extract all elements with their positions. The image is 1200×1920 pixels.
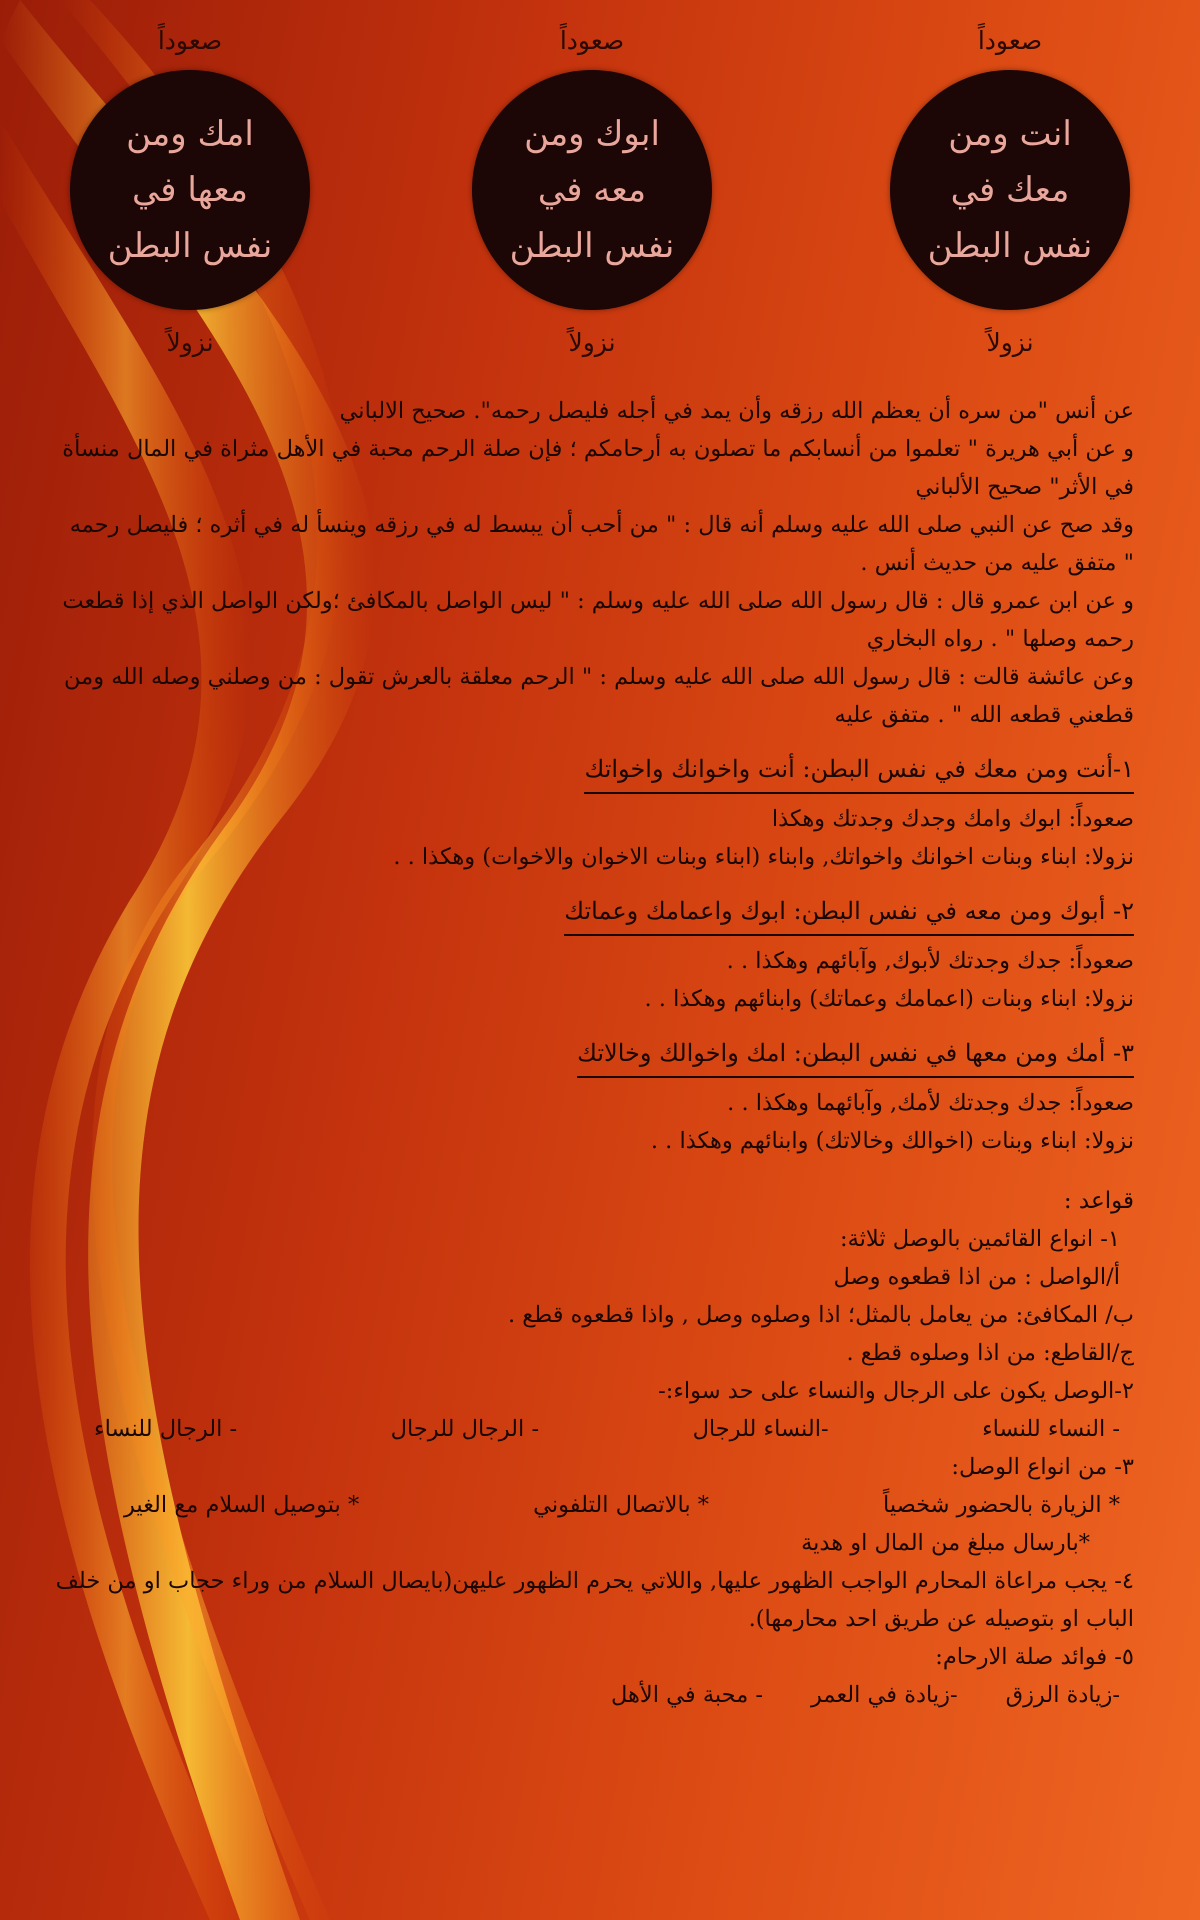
section-down: نزولا: ابناء وبنات اخوانك واخواتك, وابناء (ابناء وبنات الاخوان والاخوات) وهكذا . . bbox=[393, 844, 1134, 870]
circle-badge bbox=[70, 70, 310, 310]
circle-text: ابوك ومن معه في نفس البطن bbox=[509, 114, 675, 266]
rule-3-extra: *بارسال مبلغ من المال او هدية bbox=[801, 1530, 1090, 1556]
section-title: ١-أنت ومن معك في نفس البطن: أنت واخوانك واخواتك bbox=[584, 750, 1134, 794]
rule-2-item: - الرجال للرجال bbox=[390, 1416, 540, 1442]
circle-you bbox=[880, 22, 1140, 362]
section-mother bbox=[54, 1034, 1134, 1160]
circle-badge bbox=[890, 70, 1130, 310]
rule-2-item: - النساء للنساء bbox=[982, 1416, 1120, 1442]
rule-2-items bbox=[54, 1410, 1134, 1448]
rule-1-title: ١- انواع القائمين بالوصل ثلاثة: bbox=[840, 1226, 1120, 1252]
circle-father bbox=[462, 22, 722, 362]
section-siblings bbox=[54, 750, 1134, 876]
section-up: صعوداً: ابوك وامك وجدك وجدتك وهكذا bbox=[771, 806, 1134, 832]
rules-heading: قواعد : bbox=[1063, 1188, 1134, 1214]
circle-mother bbox=[60, 22, 320, 362]
rule-5-item: -زيادة في العمر bbox=[811, 1682, 958, 1708]
main-content bbox=[54, 392, 1134, 1714]
rule-2-title: ٢-الوصل يكون على الرجال والنساء على حد سواء:- bbox=[658, 1378, 1134, 1404]
rule-4: ٤- يجب مراعاة المحارم الواجب الظهور عليها, واللاتي يحرم الظهور عليهن(بايصال السلام من وراء حجاب او من خلف الباب او بتوصيله عن طريق احد محارمها). bbox=[55, 1568, 1134, 1632]
rule-3-item: * بالاتصال التلفوني bbox=[533, 1492, 710, 1518]
rule-1-c: ج/القاطع: من اذا وصلوه قطع . bbox=[846, 1340, 1134, 1366]
up-label: صعوداً bbox=[559, 26, 625, 55]
rule-5-items bbox=[54, 1676, 1134, 1714]
section-up: صعوداً: جدك وجدتك لأبوك, وآبائهم وهكذا . . bbox=[726, 948, 1134, 974]
section-up: صعوداً: جدك وجدتك لأمك, وآبائهما وهكذا . . bbox=[727, 1090, 1134, 1116]
rule-5-item: -زيادة الرزق bbox=[1005, 1682, 1120, 1708]
hadith-item: و عن أبي هريرة " تعلموا من أنسابكم ما تصلون به أرحامكم ؛ فإن صلة الرحم محبة في الأهل مثراة في المال منسأة في الأثر" صحيح الألباني bbox=[62, 436, 1134, 500]
circle-text: امك ومن معها في نفس البطن bbox=[107, 114, 273, 266]
hadith-item: وعن عائشة قالت : قال رسول الله صلى الله عليه وسلم : " الرحم معلقة بالعرش تقول : من وصلني وصله الله ومن قطعني قطعه الله " . متفق عليه bbox=[64, 664, 1134, 728]
rule-2-item: - الرجال للنساء bbox=[94, 1416, 238, 1442]
rule-1-a: أ/الواصل : من اذا قطعوه وصل bbox=[833, 1264, 1120, 1290]
rule-5-item: - محبة في الأهل bbox=[611, 1682, 764, 1708]
up-label: صعوداً bbox=[977, 26, 1043, 55]
rule-3-title: ٣- من انواع الوصل: bbox=[951, 1454, 1134, 1480]
section-title: ٢- أبوك ومن معه في نفس البطن: ابوك واعمامك وعماتك bbox=[564, 892, 1134, 936]
section-title: ٣- أمك ومن معها في نفس البطن: امك واخوالك وخالاتك bbox=[577, 1034, 1134, 1078]
section-down: نزولا: ابناء وبنات (اخوالك وخالاتك) وابنائهم وهكذا . . bbox=[650, 1128, 1134, 1154]
hadith-item: عن أنس "من سره أن يعظم الله رزقه وأن يمد في أجله فليصل رحمه". صحيح الالباني bbox=[339, 398, 1134, 424]
section-father bbox=[54, 892, 1134, 1018]
rule-3-item: * الزيارة بالحضور شخصياً bbox=[882, 1492, 1120, 1518]
circle-text: انت ومن معك في نفس البطن bbox=[927, 114, 1093, 266]
hadith-list bbox=[54, 392, 1134, 734]
rule-2-item: -النساء للرجال bbox=[692, 1416, 829, 1442]
rule-3-item: * بتوصيل السلام مع الغير bbox=[124, 1492, 360, 1518]
rule-5-title: ٥- فوائد صلة الارحام: bbox=[935, 1644, 1134, 1670]
circle-badge bbox=[472, 70, 712, 310]
hadith-item: وقد صح عن النبي صلى الله عليه وسلم أنه قال : " من أحب أن يبسط له في رزقه وينسأ له في أثره ؛ فليصل رحمه " متفق عليه من حديث أنس . bbox=[69, 512, 1134, 576]
section-down: نزولا: ابناء وبنات (اعمامك وعماتك) وابنائهم وهكذا . . bbox=[644, 986, 1134, 1012]
down-label: نزولاً bbox=[166, 328, 214, 357]
down-label: نزولاً bbox=[568, 328, 616, 357]
down-label: نزولاً bbox=[986, 328, 1034, 357]
up-label: صعوداً bbox=[157, 26, 223, 55]
rule-3-items bbox=[54, 1486, 1134, 1524]
circle-diagram bbox=[0, 0, 1200, 380]
rule-1-b: ب/ المكافئ: من يعامل بالمثل؛ اذا وصلوه وصل , واذا قطعوه قطع . bbox=[507, 1302, 1134, 1328]
rules-section bbox=[54, 1182, 1134, 1714]
hadith-item: و عن ابن عمرو قال : قال رسول الله صلى الله عليه وسلم : " ليس الواصل بالمكافئ ؛ولكن الواصل الذي إذا قطعت رحمه وصلها " . رواه البخاري bbox=[62, 588, 1134, 652]
